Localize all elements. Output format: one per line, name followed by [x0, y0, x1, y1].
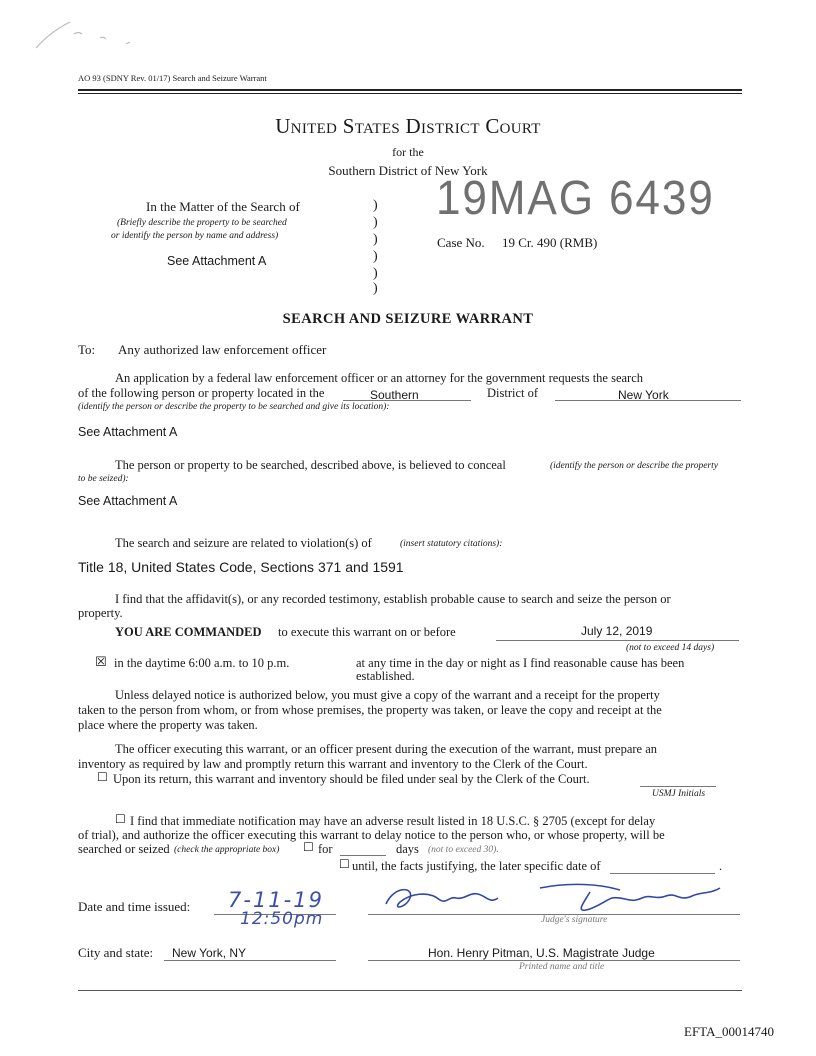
to-label: To:	[78, 342, 96, 357]
seal-checkbox[interactable]: ☐	[97, 770, 108, 784]
footer-rule	[78, 990, 742, 991]
state-value: New York	[618, 388, 669, 402]
city-line	[164, 960, 336, 961]
notification-checkbox[interactable]: ☐	[115, 812, 126, 826]
delayed-line-2: taken to the person from whom, or from whose premises, the property was taken, or leave the copy and receipt at the	[78, 703, 662, 717]
finding-line-1: I find that the affidavit(s), or any recorded testimony, establish probable cause to search and seize the person or	[115, 592, 671, 606]
deadline-note: (not to exceed 14 days)	[626, 643, 715, 653]
until-checkbox[interactable]: ☐	[339, 857, 350, 871]
bates-number: EFTA_00014740	[684, 1024, 774, 1039]
notification-line-3a: searched or seized	[78, 842, 170, 856]
case-number-stamp: 19MAG 6439	[436, 172, 715, 225]
deadline-line	[496, 640, 739, 641]
header-rule-thin	[78, 93, 742, 94]
conceal-instruction-cont: to be seized):	[78, 474, 129, 484]
matter-instructions-2: or identify the person by name and address)	[111, 231, 279, 241]
district-of-label: District of	[487, 386, 539, 400]
officer-line-2: inventory as required by law and promptly return this warrant and inventory to the Clerk of the Court.	[78, 757, 588, 771]
delayed-line-3: place where the property was taken.	[78, 718, 258, 732]
form-id: AO 93 (SDNY Rev. 01/17) Search and Seizure Warrant	[78, 73, 267, 83]
matter-instructions-1: (Briefly describe the property to be searched	[117, 218, 287, 228]
time-handwritten: 12:50pm	[240, 909, 324, 929]
violation-instruction: (insert statutory citations):	[400, 539, 503, 549]
anytime-line-2: established.	[356, 669, 415, 683]
paren: )	[373, 249, 378, 264]
for-checkbox[interactable]: ☐	[303, 840, 314, 854]
application-text: An application by a federal law enforcement officer or an attorney for the government requests the search	[115, 371, 644, 385]
date-label: Date and time issued:	[78, 899, 191, 914]
initials-line	[640, 786, 716, 787]
deadline-value: July 12, 2019	[581, 624, 653, 638]
days-line	[340, 855, 386, 856]
identify-instruction: (identify the person or describe the property to be searched and give its location):	[78, 402, 390, 412]
days-note: (not to exceed 30).	[428, 845, 499, 855]
paren: )	[373, 232, 378, 247]
days-label: days	[396, 842, 419, 856]
notification-line-2: of trial), and authorize the officer executing this warrant to delay notice to the person who, or whose property, will be	[78, 828, 665, 842]
paren: )	[373, 198, 378, 213]
following-text: of the following person or property located in the	[78, 386, 325, 400]
header-rule-thick	[78, 89, 742, 91]
delayed-line-1: Unless delayed notice is authorized below, you must give a copy of the warrant and a receipt for the property	[115, 688, 660, 702]
until-date-line	[610, 873, 715, 874]
until-text: until, the facts justifying, the later specific date of	[352, 859, 601, 873]
daytime-checkbox[interactable]: ☒	[95, 654, 107, 669]
paren: )	[373, 266, 378, 281]
judge-signature-label: Judge's signature	[541, 915, 608, 925]
warrant-heading: SEARCH AND SEIZURE WARRANT	[282, 311, 534, 327]
to-value: Any authorized law enforcement officer	[118, 342, 327, 357]
city-value: New York, NY	[172, 946, 247, 960]
for-label: for	[318, 842, 333, 856]
name-line	[368, 960, 740, 961]
finding-line-2: property.	[78, 606, 123, 620]
case-value: 19 Cr. 490 (RMB)	[502, 235, 598, 250]
corner-scribble	[30, 14, 140, 54]
conceal-text: The person or property to be searched, described above, is believed to conceal	[115, 458, 506, 472]
district-name: Southern District of New York	[328, 163, 488, 178]
seal-text: Upon its return, this warrant and inventory should be filed under seal by the Clerk of the Court.	[113, 772, 590, 786]
case-label: Case No.	[437, 235, 485, 250]
conceal-value: See Attachment A	[78, 494, 178, 508]
date-handwritten: 7-11-19	[228, 888, 324, 912]
district-in-value: Southern	[370, 388, 419, 402]
period: .	[719, 859, 723, 873]
notification-line-3b: (check the appropriate box)	[174, 845, 280, 855]
printed-name-label: Printed name and title	[519, 962, 605, 972]
officer-line-1: The officer executing this warrant, or an officer present during the execution of the warrant, must prepare an	[115, 742, 658, 756]
conceal-instruction: (identify the person or describe the property	[550, 461, 718, 471]
paren: )	[373, 281, 378, 296]
paren: )	[373, 215, 378, 230]
city-label: City and state:	[78, 945, 154, 960]
usmj-initials: USMJ Initials	[652, 789, 706, 799]
commanded-text: to execute this warrant on or before	[278, 625, 456, 639]
judge-name: Hon. Henry Pitman, U.S. Magistrate Judge	[428, 946, 655, 960]
matter-value: See Attachment A	[167, 254, 267, 268]
location-value: See Attachment A	[78, 425, 178, 439]
for-the: for the	[392, 145, 424, 159]
notification-line-1: I find that immediate notification may have an adverse result listed in 18 U.S.C. § 2705 (except for delay	[130, 814, 656, 828]
violation-value: Title 18, United States Code, Sections 371 and 1591	[78, 559, 404, 575]
violation-text: The search and seizure are related to violation(s) of	[115, 536, 372, 550]
commanded-bold: YOU ARE COMMANDED	[115, 625, 262, 639]
court-title: United States District Court	[275, 114, 541, 138]
matter-title: In the Matter of the Search of	[146, 199, 300, 214]
daytime-label: in the daytime 6:00 a.m. to 10 p.m.	[114, 656, 290, 670]
anytime-line-1: at any time in the day or night as I find reasonable cause has been	[356, 656, 685, 670]
